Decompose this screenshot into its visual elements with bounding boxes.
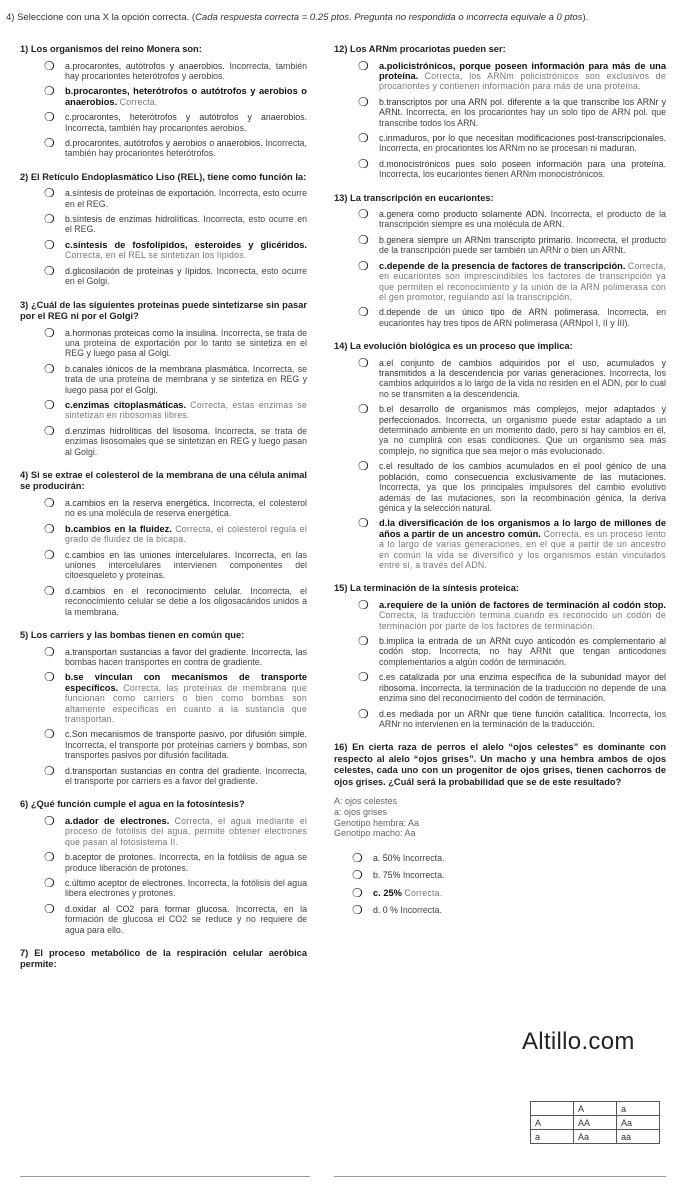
answer-option[interactable]: [20, 58, 307, 82]
question-title: 16) En cierta raza de perros el alelo “ojos celestes” es dominante con respecto al alelo “ojos grises”. Un macho y una hembra ambos de ojos celestes, cada uno con un progenitor de ojos grises, tienen cachorros de ojos grises. ¿Cuál será la probabilidad que se de este resultado?: [334, 742, 666, 787]
radio-button-icon[interactable]: ❍: [358, 402, 369, 417]
option-label: b. 75%: [373, 870, 401, 881]
genetics-legend: [334, 796, 666, 838]
option-label: a.requiere de la unión de factores de terminación al codón stop.: [379, 599, 666, 610]
option-text: [379, 672, 666, 703]
option-text: [379, 97, 666, 128]
answer-option[interactable]: [334, 94, 666, 128]
answer-option[interactable]: [20, 644, 308, 668]
option-label: a.procarontes, autótrofos y anaerobios.: [65, 60, 225, 71]
feedback-incorrect: Incorrecta, el reconocimiento celular se debe a los oligosacáridos unidos a la membrana.: [65, 585, 307, 617]
answer-option[interactable]: [334, 672, 666, 703]
radio-button-icon[interactable]: ❍: [44, 397, 55, 412]
radio-button-icon[interactable]: ❍: [352, 850, 363, 865]
radio-button-icon[interactable]: ❍: [44, 237, 55, 252]
feedback-incorrect: Incorrecta, en eucariontes hay tres tipos de ARN polimerasa (ARNpol I, II y III).: [379, 307, 666, 328]
option-text: [65, 214, 307, 235]
option-label: c.el resultado de los cambios acumulados en el pool génico de una población, como consecuencia exclusivamente de las mutaciones.: [379, 461, 666, 482]
radio-button-icon[interactable]: ❍: [44, 186, 55, 201]
punnett-cell: [531, 1102, 574, 1116]
option-text: [379, 358, 666, 400]
punnett-square: [530, 1101, 660, 1144]
option-label: c.procarontes, heterótrofos y autótrofos y anaerobios.: [65, 112, 307, 123]
question-block: [334, 44, 666, 180]
option-label: d.oxidar al CO2 para formar glucosa.: [65, 903, 230, 914]
radio-button-icon[interactable]: ❍: [358, 156, 369, 171]
genetics-line: a: ojos grises: [334, 806, 388, 817]
option-label: b.implica la entrada de un ARNt cuyo anticodón es complementario al codón stop.: [379, 636, 666, 657]
genetics-line: Genotipo macho: Aa: [334, 828, 416, 839]
radio-button-icon[interactable]: ❍: [44, 361, 55, 376]
radio-button-icon[interactable]: ❍: [44, 644, 55, 659]
answer-option[interactable]: [20, 729, 307, 760]
radio-button-icon[interactable]: ❍: [44, 495, 55, 510]
option-text: [373, 888, 666, 898]
punnett-cell: aa: [617, 1130, 660, 1144]
feedback-incorrect: Incorrecta, no hay ARNt que tengan anticodones complementarios a algún codón de terminación.: [379, 646, 666, 667]
option-text: [65, 426, 307, 457]
feedback-incorrect: Incorrecta, en la formación de glucosa el CO2 se reduce y no requiere de agua para ello.: [65, 903, 307, 935]
answer-option[interactable]: [20, 901, 307, 935]
feedback-incorrect: Incorrecta, se trata de una proteína de exportación por lo tanto se sintetiza en el REG y luego pasa al Golgi.: [65, 327, 307, 359]
feedback-correct: Correcta, estas enzimas se sintetizan en ribosomas libres.: [65, 399, 307, 421]
radio-button-icon[interactable]: ❍: [358, 670, 369, 685]
option-label: a.síntesis de proteínas de exportación.: [65, 188, 217, 199]
question-block: [20, 44, 307, 159]
answer-option[interactable]: [334, 209, 666, 230]
option-label: b.se vinculan con mecanismos de transporte específicos.: [65, 672, 307, 693]
answer-option[interactable]: [20, 763, 307, 787]
question-block: [20, 630, 307, 786]
option-text: [379, 636, 666, 667]
answer-option[interactable]: [334, 636, 666, 667]
punnett-cell: Aa: [574, 1130, 617, 1144]
feedback-correct: Correcta, los ARNm policistrónicos son exclusivos de procariontes y contienen información para más de una proteína.: [379, 70, 666, 92]
answer-option[interactable]: [334, 597, 666, 631]
feedback-incorrect: Incorrecta, el producto de la transcripción siempre es una molécula de ARN.: [379, 209, 666, 230]
option-label: d.monocistrónicos pues solo poseen información para una proteína.: [379, 158, 666, 169]
answer-option[interactable]: [20, 672, 307, 724]
feedback-correct: Correcta, las proteínas de membrana que funcionan como carriers o bien como bombas son altamente específicas en cuanto a la sustancia que transportan.: [65, 682, 307, 724]
option-label: c.síntesis de fosfolípidos, esteroides y glicéridos.: [65, 239, 307, 250]
option-label: d.la diversificación de los organismos a lo largo de millones de años a partir de un ancestro común.: [379, 518, 666, 539]
instructions-tail: ).: [582, 12, 589, 23]
feedback-correct: Correcta, en el REL se sintetizan los lípidos.: [65, 250, 247, 261]
feedback-incorrect: Incorrecta, los eucariontes tienen ARNm monocistrónicos.: [379, 169, 605, 180]
feedback-incorrect: Incorrecta, esto ocurre en el Golgi.: [65, 265, 307, 287]
option-text: [379, 61, 666, 92]
question-block: [20, 470, 307, 617]
punnett-cell: Aa: [617, 1116, 660, 1130]
answer-option[interactable]: [334, 232, 666, 256]
option-label: b.síntesis de enzimas hidrolíticas.: [65, 214, 200, 225]
left-column: [20, 44, 307, 984]
option-text: [65, 61, 307, 82]
question-title: 1) Los organismos del reino Monera son:: [20, 44, 202, 54]
option-text: [379, 404, 666, 456]
radio-button-icon[interactable]: ❍: [44, 727, 55, 742]
answer-option[interactable]: [20, 325, 307, 359]
option-text: [65, 498, 307, 519]
option-text: [379, 518, 666, 570]
answer-option[interactable]: [20, 263, 307, 287]
question-block: [334, 341, 666, 570]
answer-option[interactable]: [334, 130, 666, 154]
feedback-correct: Correcta, en eucariontes son imprescindibles los factores de transcripción ya que permiten el reconocimiento y la unión de la ARN polimerasa con el gen promotor, regulando así la transcripción.: [379, 260, 666, 302]
radio-button-icon[interactable]: ❍: [358, 516, 369, 531]
answer-option[interactable]: [334, 258, 666, 303]
option-text: [65, 266, 307, 287]
feedback-incorrect: Incorrecta, el producto de la transcripción puede ser también un ARNr o bien un ARNt.: [379, 234, 666, 256]
punnett-cell: a: [531, 1130, 574, 1144]
option-text: [379, 159, 666, 180]
answer-option[interactable]: [20, 583, 307, 617]
option-label: a.el conjunto de cambios adquiridos por el uso, acumulados y transmitidos a la descendencia por varias generaciones.: [379, 357, 666, 379]
option-label: d. 0 %: [373, 904, 398, 915]
option-label: a.transportan sustancias a favor del gradiente.: [65, 646, 249, 657]
option-text: [65, 672, 307, 724]
question-title: 5) Los carriers y las bombas tienen en común que:: [20, 630, 245, 641]
option-label: c.cambios en las uniones intercelulares.: [65, 549, 231, 560]
radio-button-icon[interactable]: ❍: [358, 305, 369, 320]
question-title: 15) La terminación de la síntesis proteica:: [334, 583, 519, 594]
option-text: [379, 709, 666, 730]
option-label: a.dador de electrones.: [65, 815, 170, 826]
watermark-logo: Altillo.com: [522, 1028, 635, 1055]
option-label: d.procarontes, autótrofos y aerobios o anaerobios.: [65, 137, 263, 148]
radio-button-icon[interactable]: ❍: [358, 706, 369, 721]
answer-option[interactable]: [20, 852, 307, 873]
right-bottom-rule: [334, 1176, 666, 1177]
radio-button-icon[interactable]: ❍: [358, 355, 369, 370]
answer-option[interactable]: [20, 397, 307, 421]
radio-button-icon[interactable]: ❍: [358, 94, 369, 109]
option-text: [65, 852, 307, 873]
punnett-cell: A: [531, 1116, 574, 1130]
option-text: [373, 870, 666, 880]
feedback-correct: Correcta, el colesterol regula el grado de fluidez de la bicapa.: [65, 523, 307, 545]
radio-button-icon[interactable]: ❍: [44, 763, 55, 778]
answer-option[interactable]: [334, 58, 666, 92]
option-label: d.cambios en el reconocimiento celular.: [65, 585, 243, 596]
feedback-correct: Correcta.: [119, 96, 158, 107]
feedback-incorrect: Incorrecta, la terminación de la traducción no depende de una enzima sino del reconocimiento del codón de terminación.: [379, 682, 666, 704]
radio-button-icon[interactable]: ❍: [44, 58, 55, 73]
answer-option[interactable]: [20, 495, 307, 519]
option-label: b.aceptor de protones.: [65, 852, 156, 863]
question-block: [20, 799, 307, 935]
option-text: [65, 328, 307, 359]
option-text: [65, 364, 307, 395]
feedback-incorrect: Incorrecta, el colesterol no es una molécula de reserva energética.: [65, 497, 307, 519]
option-text: [65, 729, 307, 760]
answer-option[interactable]: [20, 521, 307, 545]
option-label: b.canales iónicos de la membrana plasmática.: [65, 363, 250, 374]
option-text: [379, 307, 666, 328]
instructions-note: Cada respuesta correcta = 0.25 ptos. Pregunta no respondida o incorrecta equivale a 0 ptos: [195, 12, 583, 23]
option-text: [65, 86, 307, 107]
genetics-line: Genotipo hembra: Aa: [334, 817, 420, 828]
option-text: [65, 524, 307, 545]
punnett-cell: AA: [574, 1116, 617, 1130]
feedback-incorrect: Incorrecta.: [400, 904, 442, 915]
answer-option[interactable]: [20, 813, 307, 847]
option-text: [373, 905, 666, 915]
radio-button-icon[interactable]: ❍: [44, 850, 55, 865]
left-bottom-rule: [20, 1176, 310, 1177]
answer-option[interactable]: [334, 404, 666, 456]
answer-option[interactable]: [334, 868, 666, 883]
radio-button-icon[interactable]: ❍: [352, 885, 363, 900]
feedback-incorrect: Incorrecta, en procariontes los ARNm no se procesan ni maduran.: [379, 143, 637, 154]
radio-button-icon[interactable]: ❍: [358, 258, 369, 273]
option-text: [65, 904, 307, 935]
option-text: [379, 461, 666, 513]
question-title: 12) Los ARNm procariotas pueden ser:: [334, 44, 506, 54]
feedback-incorrect: Incorrecta, los cambios adquiridos a lo largo de la vida no residen en el ADN, por lo cual no se transmiten a la descendencia.: [379, 368, 666, 399]
option-text: [379, 235, 666, 256]
feedback-incorrect: Incorrecta, en la fotólisis de agua se produce liberación de protones.: [65, 852, 307, 873]
option-label: b.cambios en la fluidez.: [65, 523, 172, 534]
option-label: c.depende de la presencia de factores de transcripción.: [379, 260, 626, 271]
radio-button-icon[interactable]: ❍: [44, 84, 55, 99]
radio-button-icon[interactable]: ❍: [44, 110, 55, 125]
option-text: [65, 586, 307, 617]
feedback-incorrect: Incorrecta, el transporte por carriers es a favor del gradiente.: [65, 765, 307, 786]
genetics-line: A: ojos celestes: [334, 796, 398, 807]
radio-button-icon[interactable]: ❍: [44, 423, 55, 438]
option-label: d.glicosilación de proteínas y lípidos.: [65, 265, 213, 276]
option-label: a.policistrónicos, porque poseen información para más de una proteína.: [379, 60, 666, 81]
feedback-incorrect: Incorrecta, se trata de enzimas lisosomales que se sintetizan en REG y luego pasan al Golgi.: [65, 425, 307, 457]
answer-option[interactable]: [20, 361, 307, 395]
answer-option[interactable]: [20, 86, 307, 107]
option-text: [65, 138, 307, 159]
radio-button-icon[interactable]: ❍: [44, 901, 55, 916]
answer-option[interactable]: [20, 547, 307, 581]
feedback-incorrect: Incorrecta, la fotólisis del agua libera electrones y protones.: [65, 877, 307, 899]
option-label: c.último aceptor de electrones.: [65, 877, 186, 888]
option-text: [379, 209, 666, 230]
punnett-cell: A: [574, 1102, 617, 1116]
feedback-incorrect: Incorrecta, en las uniones intercelulares intervienen componentes del citoesqueleto y proteínas.: [65, 549, 307, 581]
answer-option[interactable]: [334, 902, 666, 917]
radio-button-icon[interactable]: ❍: [358, 634, 369, 649]
question-title: 14) La evolución biológica es un proceso que implica:: [334, 341, 573, 352]
feedback-incorrect: Incorrecta, también hay procariontes heterótrofos y aerobios.: [65, 60, 307, 81]
right-column: [334, 44, 666, 928]
option-text: [65, 816, 307, 847]
punnett-cell: a: [617, 1102, 660, 1116]
radio-button-icon[interactable]: ❍: [44, 263, 55, 278]
answer-option[interactable]: [334, 156, 666, 180]
option-text: [65, 878, 307, 899]
option-text: [65, 240, 307, 261]
radio-button-icon[interactable]: ❍: [358, 207, 369, 222]
question-block: [20, 300, 307, 457]
question-title: 7) El proceso metabólico de la respiración celular aeróbica permite:: [20, 947, 307, 970]
question-title: 6) ¿Qué función cumple el agua en la fotosíntesis?: [20, 799, 245, 810]
feedback-incorrect: Incorrecta, un organismo puede estar adaptado a un determinado ambiente en un momento dado, pero si hay cambios en él, ya no cumplirá con esas condiciones. Que un organismo sea más complejo, no significa que sea mejor o más evolucionado.: [379, 414, 666, 456]
feedback-incorrect: Incorrecta, también hay procariontes aerobios.: [65, 122, 247, 133]
radio-button-icon[interactable]: ❍: [358, 232, 369, 247]
answer-option[interactable]: [20, 112, 307, 133]
feedback-incorrect: Incorrecta, en los procariontes hay un solo tipo de ARN pol. que transcribe todos los ARN.: [379, 107, 666, 128]
option-label: d.transportan sustancias en contra del gradiente.: [65, 765, 262, 776]
radio-button-icon[interactable]: ❍: [44, 325, 55, 340]
option-label: b.genera siempre un ARNm transcripto primario.: [379, 234, 573, 245]
feedback-correct: Correcta, la traducción termina cuando es reconocido un codón de terminación por parte de los factores de terminación.: [379, 610, 666, 631]
option-label: c.inmaduros, por lo que necesitan modificaciones post-transcripcionales.: [379, 132, 666, 143]
option-label: d.es mediada por un ARNr que tiene función catalítica.: [379, 708, 605, 719]
instructions: [6, 12, 696, 23]
option-text: [373, 853, 666, 863]
option-label: a. 50%: [373, 852, 401, 863]
question-block: [20, 948, 307, 971]
option-label: d.enzimas hidrolíticas del lisosoma.: [65, 425, 211, 436]
radio-button-icon[interactable]: ❍: [358, 459, 369, 474]
radio-button-icon[interactable]: ❍: [44, 583, 55, 598]
question-block: [334, 742, 666, 915]
feedback-incorrect: Incorrecta, esto ocurre en el REG.: [65, 188, 308, 209]
radio-button-icon[interactable]: ❍: [44, 670, 55, 685]
feedback-incorrect: Incorrecta, se trata de una proteína de membrana y se sintetiza en REG y luego pasa por el Golgi.: [65, 363, 307, 395]
option-label: b.el desarrollo de organismos más complejos, mejor adaptados y perfeccionados.: [379, 404, 666, 425]
option-label: a.hormonas proteicas como la insulina.: [65, 327, 219, 338]
answer-option[interactable]: [334, 355, 666, 400]
feedback-incorrect: Incorrecta, ya que los principales impulsores del cambio evolutivo además de las mutaciones, son la recombinación génica, la deriva génica y la selección natural.: [379, 482, 666, 513]
option-text: [379, 261, 666, 303]
question-title: 3) ¿Cuál de las siguientes proteínas puede sintetizarse sin pasar por el REG ni por el Golgi?: [20, 299, 307, 321]
answer-option[interactable]: [334, 850, 666, 865]
option-label: a.cambios en la reserva energética.: [65, 497, 210, 508]
feedback-correct: Correcta.: [404, 887, 443, 898]
question-block: [334, 583, 666, 729]
feedback-correct: Correcta, es un proceso lento a lo largo de varias generaciones, en el que a partir de un ancestro en común la vida se diversificó y los organismos están vinculados entre sí, a través del ADN.: [379, 528, 666, 570]
radio-button-icon[interactable]: ❍: [352, 902, 363, 917]
question-block: [20, 172, 307, 287]
feedback-incorrect: Incorrecta, también hay procariontes heterótrofos.: [65, 137, 307, 159]
answer-option[interactable]: [20, 237, 307, 261]
radio-button-icon[interactable]: ❍: [358, 130, 369, 145]
feedback-incorrect: Incorrecta, el transporte por proteínas carriers y bombas, son transportes pasivos por difusión facilitada.: [65, 739, 307, 761]
answer-option[interactable]: [334, 518, 666, 570]
option-label: c.enzimas citoplasmáticas.: [65, 399, 187, 410]
option-text: [65, 112, 307, 133]
answer-option[interactable]: [334, 885, 666, 900]
answer-option[interactable]: [20, 135, 307, 159]
option-label: a.genera como producto solamente ADN.: [379, 209, 547, 220]
answer-option[interactable]: [334, 461, 666, 513]
option-text: [65, 550, 307, 581]
question-block: [334, 193, 666, 329]
feedback-correct: Correcta, el agua mediante el proceso de fotólisis del agua, permite obtener electrones que pasan al fotosistema II.: [65, 815, 307, 847]
radio-button-icon[interactable]: ❍: [44, 521, 55, 536]
feedback-incorrect: Incorrecta.: [402, 870, 445, 881]
option-label: b.procarontes, heterótrofos o autótrofos y aerobios o anaerobios.: [65, 86, 307, 107]
option-text: [379, 600, 666, 631]
option-label: c. 25%: [373, 887, 402, 898]
answer-option[interactable]: [20, 214, 307, 235]
answer-option[interactable]: [20, 188, 307, 209]
radio-button-icon[interactable]: ❍: [44, 212, 55, 227]
option-text: [65, 400, 307, 421]
radio-button-icon[interactable]: ❍: [44, 135, 55, 150]
option-text: [65, 647, 307, 668]
radio-button-icon[interactable]: ❍: [44, 547, 55, 562]
question-title: 13) La transcripción en eucariontes:: [334, 192, 494, 203]
question-title: 2) El Retículo Endoplasmático Liso (REL), tiene como función la:: [20, 171, 307, 182]
radio-button-icon[interactable]: ❍: [44, 813, 55, 828]
feedback-incorrect: Incorrecta, esto ocurre en el REG.: [65, 214, 307, 235]
feedback-incorrect: Incorrecta, las bombas hacen transportes en contra de gradiente.: [65, 646, 308, 667]
option-label: d.depende de un único tipo de ARN polimerasa.: [379, 307, 600, 318]
option-label: b.transcriptos por una ARN pol. diferente a la que transcribe los ARNr y ARNt.: [379, 96, 666, 118]
radio-button-icon[interactable]: ❍: [358, 597, 369, 612]
option-label: c.es catalizada por una enzima específica de la subunidad mayor del ribosoma.: [379, 672, 666, 693]
option-label: c.Son mecanismos de transporte pasivo, por difusión simple.: [65, 729, 307, 740]
option-text: [65, 188, 307, 209]
feedback-incorrect: Incorrecta.: [402, 852, 445, 863]
answer-option[interactable]: [334, 706, 666, 730]
radio-button-icon[interactable]: ❍: [352, 868, 363, 883]
option-text: [379, 133, 666, 154]
feedback-incorrect: Incorrecta, los ARNr no intervienen en la terminación de la traducción.: [379, 708, 666, 729]
answer-option[interactable]: [20, 875, 307, 899]
radio-button-icon[interactable]: ❍: [44, 875, 55, 890]
answer-option[interactable]: [20, 423, 307, 457]
radio-button-icon[interactable]: ❍: [358, 58, 369, 73]
instructions-lead: 4) Seleccione con una X la opción correcta. (: [6, 12, 196, 23]
question-title: 4) Si se extrae el colesterol de la membrana de una célula animal se producirán:: [20, 469, 307, 492]
option-text: [65, 766, 307, 787]
answer-option[interactable]: [334, 307, 666, 328]
